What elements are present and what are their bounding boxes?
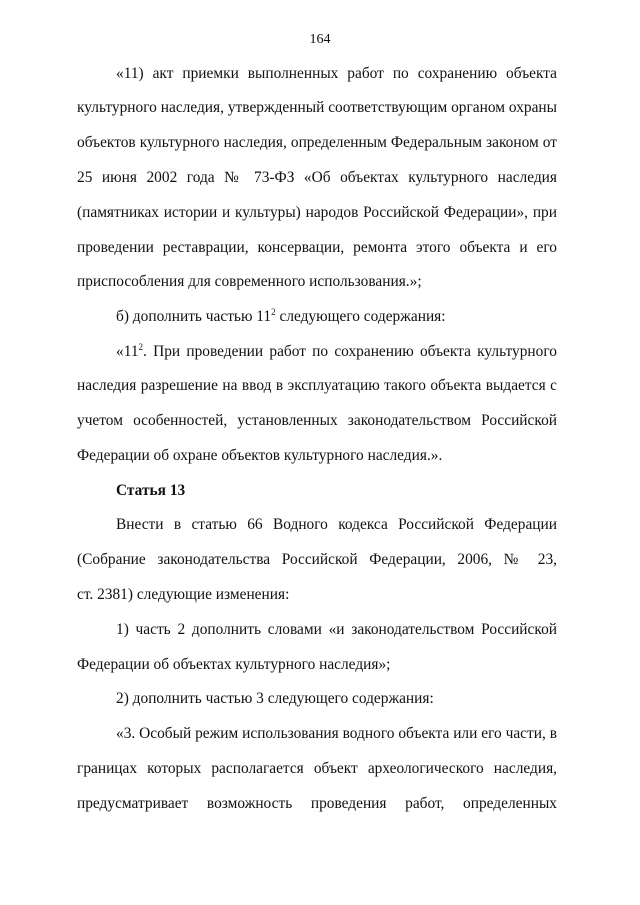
text-line: границах которых располагается объект археологического наследия, bbox=[77, 760, 557, 777]
text-fragment: следующего содержания: bbox=[279, 308, 446, 325]
text-line: ст. 2381) следующие изменения: bbox=[77, 586, 290, 603]
text-fragment: . При проведении работ по сохранению объекта культурного bbox=[143, 343, 557, 360]
text-line: наследия разрешение на ввод в эксплуатацию такого объекта выдается с bbox=[77, 377, 557, 394]
text-line: проведении реставрации, консервации, ремонта этого объекта и его bbox=[77, 239, 557, 256]
text-line: 1) часть 2 дополнить словами «и законодательством Российской bbox=[116, 621, 557, 638]
page-number: 164 bbox=[309, 32, 331, 47]
text-line bbox=[116, 307, 557, 327]
article-heading: Статья 13 bbox=[116, 482, 186, 499]
text-line: учетом особенностей, установленных законодательством Российской bbox=[77, 412, 557, 429]
text-line: Федерации об объектах культурного наследия»; bbox=[77, 656, 391, 673]
text-fragment: «11 bbox=[116, 343, 139, 360]
text-line: объектов культурного наследия, определенным Федеральным законом от bbox=[77, 134, 557, 151]
text-line bbox=[116, 342, 557, 362]
text-line: приспособления для современного использования.»; bbox=[77, 273, 422, 290]
text-line: культурного наследия, утвержденный соответствующим органом охраны bbox=[77, 99, 557, 116]
text-line: «3. Особый режим использования водного объекта или его части, в bbox=[116, 725, 557, 742]
text-line: 25 июня 2002 года № 73-ФЗ «Об объектах культурного наследия bbox=[77, 169, 557, 186]
text-line: Внести в статью 66 Водного кодекса Российской Федерации bbox=[116, 516, 557, 533]
text-line: «11) акт приемки выполненных работ по сохранению объекта bbox=[116, 65, 557, 82]
text-line: Федерации об охране объектов культурного наследия.». bbox=[77, 447, 443, 464]
text-line: предусматривает возможность проведения работ, определенных bbox=[77, 795, 557, 812]
text-line: (памятниках истории и культуры) народов Российской Федерации», при bbox=[77, 204, 557, 221]
text-line: 2) дополнить частью 3 следующего содержания: bbox=[116, 690, 434, 707]
superscript: 2 bbox=[271, 307, 276, 317]
text-fragment: б) дополнить частью 11 bbox=[116, 308, 272, 325]
text-line: (Собрание законодательства Российской Федерации, 2006, № 23, bbox=[77, 551, 557, 568]
superscript: 2 bbox=[138, 342, 144, 352]
